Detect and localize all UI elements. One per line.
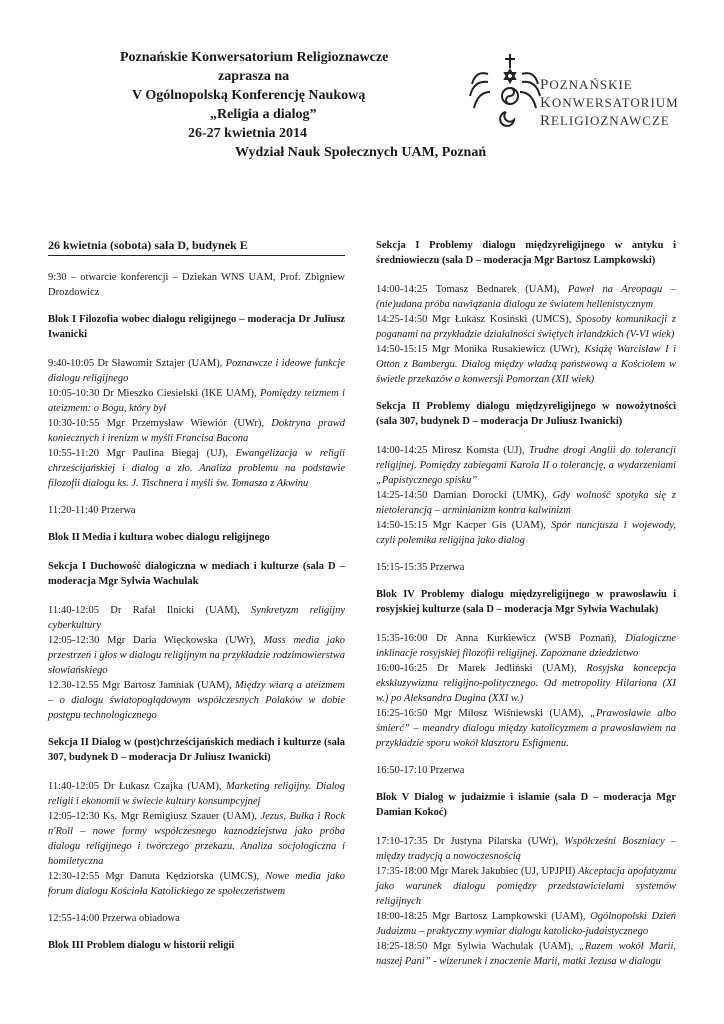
talk-item: 10:05-10:30 Dr Mieszko Ciesielski (IKE UAM), Pomiędzy teizmem i ateizmem: o Bogu, który był [48,388,345,414]
talk-item: 12:30-12:55 Mgr Danuta Kędziorska (UMCS), Nowe media jako forum dialogu Kościoła Katolickiego ze społeczeństwem [48,871,346,897]
talk-item: 14:50-15:15 Mgr Monika Rusakiewicz (UWr), Książę Warcisław I i Otton z Bambergu. Dialog między władzą państwową a Kościołem w świetle przekazów o konwersji Pomorzan (XII wiek) [376,344,677,385]
talk-item: 17:10-17:35 Dr Justyna Pilarska (UWr), Współcześni Boszniacy – między tradycją a nowoczesnością [376,836,676,862]
organizer-logo [462,52,679,132]
blok-5-talks [376,834,676,969]
blok-4-talks [376,631,676,751]
talk-item: 12:05-12:30 Mgr Daria Więckowska (UWr), Mass media jako przestrzeń i głos w dialogu religijnym na przykładzie rodzimowierstwa słowiańskiego [48,635,345,676]
talk-item: 12.30-12.55 Mgr Bartosz Jamniak (UAM), Między wiarą a ateizmem – o dialogu światopoglądowym współczesnych Polaków w dobie postępu technologicznego [48,680,345,721]
break-line: 12:55-14:00 Przerwa obiadowa [48,913,180,924]
opening-line: 9:30 – otwarcie konferencji – Dziekan WNS UAM, Prof. Zbigniew Drozdowicz [48,272,345,298]
talk-item: 14:25-14:50 Damian Dorocki (UMK), Gdy wolność spotyka się z nietolerancją – arminianizm kontra kalwinizm [376,490,676,516]
program-right-column [376,238,676,981]
sekcja-2-title: Sekcja II Problemy dialogu międzyreligijnego w nowożytności (sala 307, budynek D – moderacja Dr Juliusz Iwanicki) [376,401,676,427]
talk-item: 14:00-14:25 Mirosz Komsta (UJ), Trudne drogi Anglii do tolerancji religijnej. Pomiędzy zabiegami Karola II o tolerancję, a wydarzeniami „Papistycznego spisku” [376,445,676,486]
talk-item: 12:05-12:30 Ks. Mgr Remigiusz Szauer (UAM), Jezus, Bułka i Rock n'Roll – nowe formy współczesnego kaznodziejstwa jako próba dialogu religijnego i twórczego przekazu. Analiza socjologiczna i homiletyczna [48,811,345,867]
sekcja-1-title: Sekcja I Duchowość dialogiczna w mediach i kulturze (sala D – moderacja Mgr Sylwia Wachulak [48,561,345,587]
blok-1-talks [48,356,345,491]
talk-item: 17:35-18:00 Mgr Marek Jakubiec (UJ, UPJPII) Akceptacja apofatyzmu jako warunek dialogu pomiędzy przedstawicielami systemów religijnych [376,866,676,907]
talk-item: 16:00-16:25 Dr Marek Jedliński (UAM), Rosyjska koncepcja ekskluzywizmu religijno-politycznego. Od metropolity Hilariona (XI w.) po Aleksandra Dugina (XXI w.) [376,663,676,704]
invite-line: zaprasza na [218,69,290,84]
talk-item: 10:30-10:55 Mgr Przemysław Wiewiór (UWr), Doktryna prawd koniecznych i irenizm w myśli Francisa Bacona [48,418,346,444]
conference-title: „Religia a dialog” [210,107,317,122]
sekcja-1-talks [376,282,676,387]
talk-item: 18:25-18:50 Mgr Sylwia Wachulak (UAM), „Razem wokół Marii, naszej Pani” - wizerunek i znaczenie Marii, matki Jezusa w dialogu [376,941,676,967]
talk-item: 14:25-14:50 Mgr Łukasz Kosiński (UMCS), Sposoby komunikacji z poganami na przykładzie działalności świętych irlandzkich (V-VI wiek) [376,314,676,340]
break-line: 16:50-17:10 Przerwa [376,765,465,776]
logo-wordmark: POZNAŃSKIE KONWERSATORIUM RELIGIOZNAWCZE [540,77,679,129]
blok-1-title: Blok I Filozofia wobec dialogu religijnego – moderacja Dr Juliusz Iwanicki [48,314,345,340]
sekcja-1-talks [48,603,345,723]
talk-item: 16:25-16:50 Mgr Miłosz Wiśniewski (UAM), „Prawosławie albo śmierć” – meandry dialogu między katolicyzmem a prawosławiem na przykładzie sporu wokół klasztoru Esfigmenu. [376,708,676,749]
blok-2-title: Blok II Media i kultura wobec dialogu religijnego [48,532,270,543]
sekcja-2-title: Sekcja II Dialog w (post)chrześcijańskich mediach i kulturze (sala 307, budynek D – moderacja Dr Juliusz Iwanicki) [48,737,345,763]
blok-4-title: Blok IV Problemy dialogu międzyreligijnego w prawosławiu i rosyjskiej kulturze (sala D – moderacja Mgr Sylwia Wachulak) [376,589,676,615]
talk-item: 11:40-12:05 Dr Łukasz Czajka (UAM), Marketing religijny. Dialog religii i ekonomii w świecie kultury konsumpcyjnej [48,781,345,807]
blok-3-title: Blok III Problem dialogu w historii religii [48,940,235,951]
talk-item: 14:50-15:15 Mgr Kacper Gis (UAM), Spór nuncjusza i wojewody, czyli polemika religijna jako dialog [376,520,677,546]
day-title: 26 kwietnia (sobota) sala D, budynek E [48,238,345,256]
talk-item: 9:40-10:05 Dr Sławomir Sztajer (UAM), Poznawcze i ideowe funkcje dialogu religijnego [48,358,345,384]
conference-venue: Wydział Nauk Społecznych UAM, Poznań [235,145,487,160]
talk-item: 18:00-18:25 Mgr Bartosz Lampkowski (UAM), Ogólnopolski Dzień Judaizmu – praktyczny wymiar dialogu katolicko-judaistycznego [376,911,677,937]
blok-5-title: Blok V Dialog w judaizmie i islamie (sala D – moderacja Mgr Damian Kokoć) [376,792,676,818]
talk-item: 10:55-11:20 Mgr Paulina Biegaj (UJ), Ewangelizacja w religii chrześcijańskiej i dialog a zło. Analiza problemu na podstawie filozofii dialogu ks. J. Tischnera i myśli św. Tomasza z Akwinu [48,448,346,489]
sekcja-1-title: Sekcja I Problemy dialogu międzyreligijnego w antyku i średniowieczu (sala D – moderacja Mgr Bartosz Lampkowski) [376,240,676,266]
talk-item: 14:00-14:25 Tomasz Bednarek (UAM), Paweł na Areopagu – (nie)udana próba nawiązania dialogu ze światem hellenistycznym [376,284,676,310]
sekcja-2-talks [376,443,676,548]
program-left-column [48,238,345,967]
conference-name: V Ogólnopolską Konferencję Naukową [132,88,366,103]
conference-header [100,48,510,162]
break-line: 11:20-11:40 Przerwa [48,505,136,516]
religions-emblem-icon [462,52,542,132]
sekcja-2-talks [48,779,345,899]
organizer-name: Poznańskie Konwersatorium Religioznawcze [120,50,389,65]
talk-item: 15:35-16:00 Dr Anna Kurkiewicz (WSB Poznań), Dialogiczne inklinacje rosyjskiej filozofii religijnej. Zapoznane dziedzictwo [376,633,676,659]
conference-dates: 26-27 kwietnia 2014 [188,126,307,141]
break-line: 15:15-15:35 Przerwa [376,562,465,573]
talk-item: 11:40-12:05 Dr Rafał Ilnicki (UAM), Synkretyzm religijny cyberkultury [48,605,345,631]
